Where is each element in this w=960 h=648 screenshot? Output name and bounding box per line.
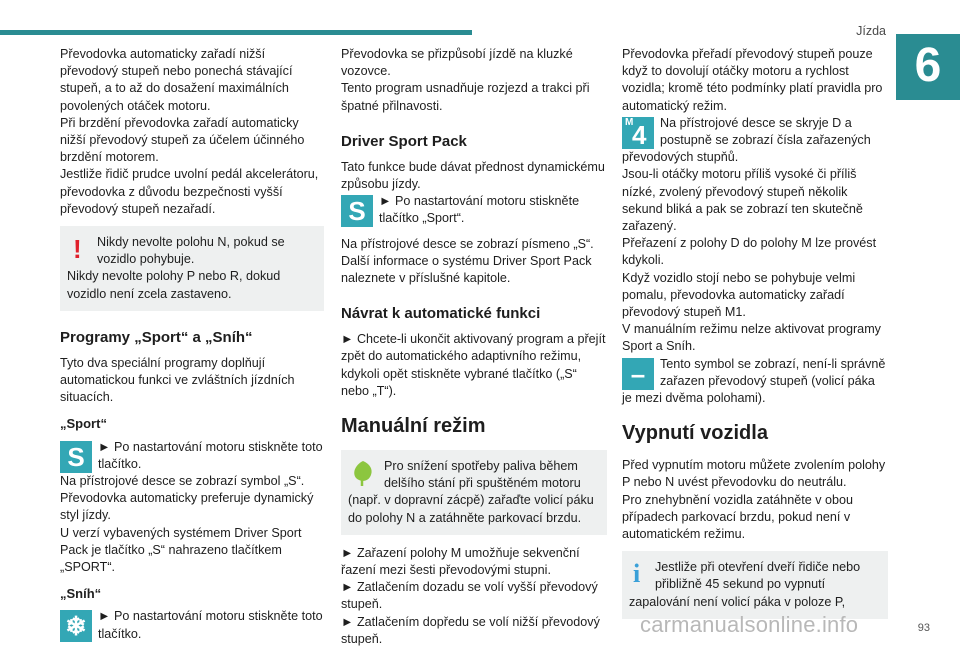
dash-gear-display-icon: – (622, 358, 654, 390)
paragraph: ► Zatlačením dozadu se volí vyšší převodový stupeň. (341, 580, 598, 612)
eco-leaf-icon (348, 458, 378, 488)
warning-icon: ! (73, 234, 82, 265)
paragraph: Tyto dva speciální programy doplňují automatickou funkci ve zvláštních jízdních situacích. (60, 355, 295, 405)
warning-text: Nikdy nevolte polohy P nebo R, dokud vozidlo není zcela zastaveno. (67, 269, 281, 301)
paragraph: Pro znehybnění vozidla zatáhněte v obou případech parkovací brzdu, pokud není v automatickém režimu. (622, 492, 854, 542)
m4-gear-display-icon: M 4 (622, 117, 654, 149)
paragraph: Převodovka automaticky preferuje dynamický styl jízdy. (60, 491, 314, 523)
paragraph: Jestliže řidič prudce uvolní pedál akcelerátoru, převodovka z důvodu bezpečnosti vyšší převodový stupeň nezařadí. (60, 167, 319, 216)
column-1 (60, 46, 324, 643)
paragraph: Jsou-li otáčky motoru příliš vysoké či příliš nízké, zvolený převodový stupeň několik sekund bliká a pak se zobrazí ten skutečně zařazený. (622, 167, 863, 234)
subsection-heading: „Sníh“ (60, 586, 102, 602)
paragraph: ► Zatlačením dopředu se volí nižší převodový stupeň. (341, 614, 600, 646)
section-heading: Programy „Sport“ a „Sníh“ (60, 328, 253, 346)
subsection-heading: „Sport“ (60, 416, 107, 432)
info-text: Jestliže při otevření dveří řidiče nebo přibližně 45 sekund po vypnutí zapalování není volicí páka v poloze P, (629, 560, 861, 609)
paragraph: Tento program usnadňuje rozjezd a trakci při špatné přilnavosti. (341, 81, 590, 113)
paragraph: Před vypnutím motoru můžete zvolením polohy P nebo N uvést převodovku do neutrálu. (622, 458, 886, 490)
paragraph: Další informace o systému Driver Sport Pack naleznete v příslušné kapitole. (341, 253, 592, 286)
warning-box (60, 226, 324, 311)
warning-text: Nikdy nevolte polohu N, pokud se vozidlo pohybuje. (97, 235, 285, 267)
snow-step (60, 608, 324, 642)
s-button-icon: S (60, 441, 92, 473)
column-3 (622, 46, 888, 629)
step-text: ► Po nastartování motoru stiskněte tlačítko „Sport“. (379, 194, 580, 226)
paragraph: Při brzdění převodovka zařadí automaticky nižší převodový stupeň za účelem účinného brzdění motorem. (60, 115, 305, 165)
dash-text: Tento symbol se zobrazí, není-li správně zařazen převodový stupeň (volicí páka je mezi dvěma polohami). (622, 356, 886, 406)
chapter-number-tab: 6 (896, 34, 960, 100)
paragraph: Na přístrojové desce se zobrazí písmeno „S“. (341, 236, 594, 251)
section-heading: Driver Sport Pack (341, 132, 467, 150)
section-heading: Návrat k automatické funkci (341, 305, 541, 323)
column-2 (341, 46, 607, 648)
eco-tip-box (341, 450, 607, 535)
step-text: ► Po nastartování motoru stiskněte toto tlačítko. (98, 439, 323, 471)
m4-display (622, 115, 888, 167)
tip-text: Pro snížení spotřeby paliva během delšího stání při spuštěném motoru (např. v dopravní zácpě) zařaďte volicí páku do polohy N a zatáhněte parkovací brzdu. (348, 459, 594, 525)
info-icon: i (633, 559, 641, 589)
dash-display (622, 356, 888, 408)
paragraph: Přeřazení z polohy D do polohy M lze provést kdykoli. (622, 236, 877, 268)
paragraph: U verzí vybavených systémem Driver Sport Pack je tlačítko „S“ nahrazeno tlačítkem „SPORT“. (60, 525, 302, 575)
watermark-text: carmanualsonline.info (640, 612, 859, 637)
section-title: Manuální režim (341, 415, 486, 438)
step-text: ► Po nastartování motoru stiskněte toto tlačítko. (98, 609, 323, 641)
header-accent-bar (0, 30, 472, 35)
dsp-step (341, 193, 607, 227)
paragraph: Převodovka automaticky zařadí nižší převodový stupeň nebo ponechá stávající stupeň, a to až do dosažení maximálních povolených otáček motoru. (60, 47, 293, 113)
paragraph: ► Chcete-li ukončit aktivovaný program a přejít zpět do automatického adaptivního režimu, kdykoli opět stiskněte vybrané tlačítko („S“ nebo „T“). (341, 332, 606, 398)
paragraph: Když vozidlo stojí nebo se pohybuje velmi pomalu, převodovka automaticky zařadí převodový stupeň M1. (622, 270, 856, 320)
paragraph: V manuálním režimu nelze aktivovat programy Sport a Sníh. (622, 322, 881, 354)
s-button-icon: S (341, 195, 373, 227)
m4-text: Na přístrojové desce se skryje D a postupně se zobrazí čísla zařazených převodových stupňů. (622, 115, 871, 165)
paragraph: Převodovka přeřadí převodový stupeň pouze když to dovolují otáčky motoru a rychlost vozidla; kromě této podmínky platí pravidla pro automatický režim. (622, 47, 883, 113)
snowflake-icon: ❄ (60, 610, 92, 642)
paragraph: ► Zařazení polohy M umožňuje sekvenční řazení mezi šesti převodovými stupni. (341, 545, 580, 578)
paragraph: Na přístrojové desce se zobrazí symbol „S“. (60, 474, 305, 489)
info-box (622, 551, 888, 619)
paragraph: Tato funkce bude dávat přednost dynamickému způsobu jízdy. (341, 159, 605, 192)
page-number: 93 (917, 622, 930, 634)
section-title: Vypnutí vozidla (622, 422, 768, 445)
sport-step (60, 439, 324, 473)
chapter-title: Jízda (856, 24, 886, 38)
paragraph: Převodovka se přizpůsobí jízdě na kluzké vozovce. (341, 47, 573, 79)
